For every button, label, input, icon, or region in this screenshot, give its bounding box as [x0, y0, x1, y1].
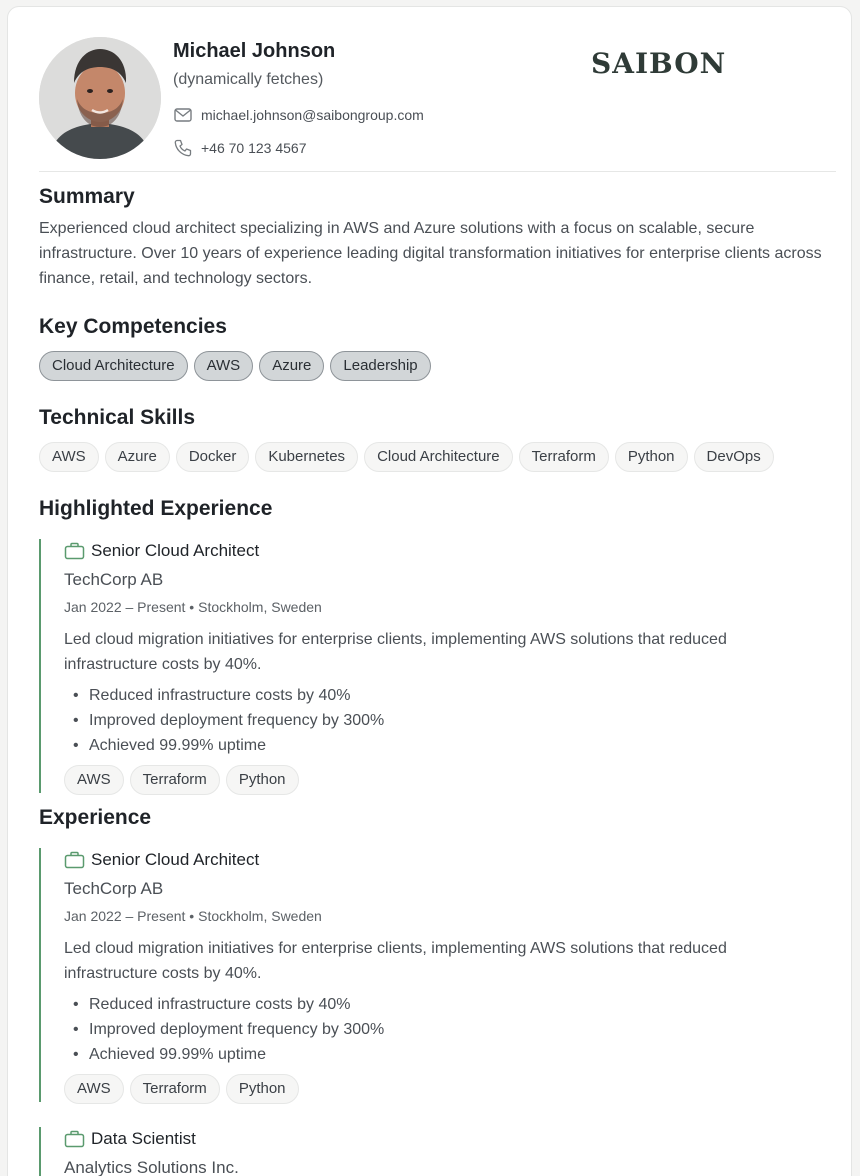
skill-chip: Python	[615, 442, 688, 472]
competencies-list	[39, 351, 431, 381]
company-name: TechCorp AB	[64, 570, 164, 589]
skill-chip: DevOps	[694, 442, 774, 472]
mail-icon	[173, 105, 193, 125]
job-title-text: Data Scientist	[91, 1129, 196, 1148]
person-photo-icon	[39, 37, 161, 159]
company-logo: SAIBON	[591, 47, 727, 80]
email-text: michael.johnson@saibongroup.com	[201, 107, 424, 123]
achievement-list	[89, 683, 384, 758]
job-title-text: Senior Cloud Architect	[91, 541, 260, 560]
skills-list	[39, 442, 774, 472]
phone-contact[interactable]	[173, 138, 307, 158]
phone-text: +46 70 123 4567	[201, 140, 307, 156]
tag-chip: Python	[226, 1074, 299, 1104]
candidate-subtitle: (dynamically fetches)	[173, 71, 324, 88]
job-description: Led cloud migration initiatives for enterprise clients, implementing AWS solutions that reduced infrastructure costs by 40%.	[64, 631, 727, 673]
experience-entry	[39, 1127, 836, 1176]
skill-chip: Azure	[105, 442, 170, 472]
skill-chip: Kubernetes	[255, 442, 358, 472]
job-meta: Jan 2022 – Present • Stockholm, Sweden	[64, 599, 322, 615]
avatar	[39, 37, 161, 159]
job-meta: Jan 2022 – Present • Stockholm, Sweden	[64, 908, 322, 924]
tag-chip: Terraform	[130, 765, 220, 795]
job-description: Led cloud migration initiatives for enterprise clients, implementing AWS solutions that reduced infrastructure costs by 40%.	[64, 940, 727, 982]
highlighted-entry	[39, 539, 836, 795]
skill-chip: Docker	[176, 442, 250, 472]
briefcase-icon	[64, 851, 85, 869]
highlighted-heading: Highlighted Experience	[39, 497, 273, 520]
email-contact[interactable]	[173, 105, 424, 125]
achievement-item: • Improved deployment frequency by 300%	[89, 1017, 384, 1042]
job-title	[64, 541, 259, 561]
achievement-item: • Reduced infrastructure costs by 40%	[89, 992, 384, 1017]
achievement-item: • Improved deployment frequency by 300%	[89, 708, 384, 733]
company-name: Analytics Solutions Inc.	[64, 1158, 239, 1176]
competency-chip: Azure	[259, 351, 324, 381]
achievement-list	[89, 992, 384, 1067]
job-title	[64, 850, 259, 870]
skills-heading: Technical Skills	[39, 406, 196, 429]
skill-chip: Terraform	[519, 442, 609, 472]
experience-heading: Experience	[39, 806, 152, 829]
summary-heading: Summary	[39, 185, 135, 208]
summary-text: Experienced cloud architect specializing in AWS and Azure solutions with a focus on scalable, secure infrastructure. Over 10 years of experience leading digital transformation initiatives for enterprise clients across finance, retail, and technology sectors.	[39, 220, 822, 287]
company-name: TechCorp AB	[64, 879, 164, 898]
briefcase-icon	[64, 1130, 85, 1148]
achievement-item: • Achieved 99.99% uptime	[89, 733, 384, 758]
accent-bar	[39, 1127, 41, 1176]
competency-chip: Leadership	[330, 351, 430, 381]
phone-icon	[173, 138, 193, 158]
tag-chip: Terraform	[130, 1074, 220, 1104]
accent-bar	[39, 539, 41, 793]
job-tags	[64, 765, 299, 795]
job-tags	[64, 1074, 299, 1104]
skill-chip: Cloud Architecture	[364, 442, 513, 472]
achievement-item: • Achieved 99.99% uptime	[89, 1042, 384, 1067]
achievement-item: • Reduced infrastructure costs by 40%	[89, 683, 384, 708]
accent-bar	[39, 848, 41, 1102]
tag-chip: Python	[226, 765, 299, 795]
skill-chip: AWS	[39, 442, 99, 472]
competency-chip: AWS	[194, 351, 254, 381]
briefcase-icon	[64, 542, 85, 560]
job-title	[64, 1129, 196, 1149]
header-divider	[39, 171, 836, 172]
tag-chip: AWS	[64, 1074, 124, 1104]
competencies-heading: Key Competencies	[39, 315, 227, 338]
resume-card	[7, 6, 852, 1176]
competency-chip: Cloud Architecture	[39, 351, 188, 381]
job-title-text: Senior Cloud Architect	[91, 850, 260, 869]
tag-chip: AWS	[64, 765, 124, 795]
candidate-name: Michael Johnson	[173, 40, 336, 62]
experience-entry	[39, 848, 836, 1104]
